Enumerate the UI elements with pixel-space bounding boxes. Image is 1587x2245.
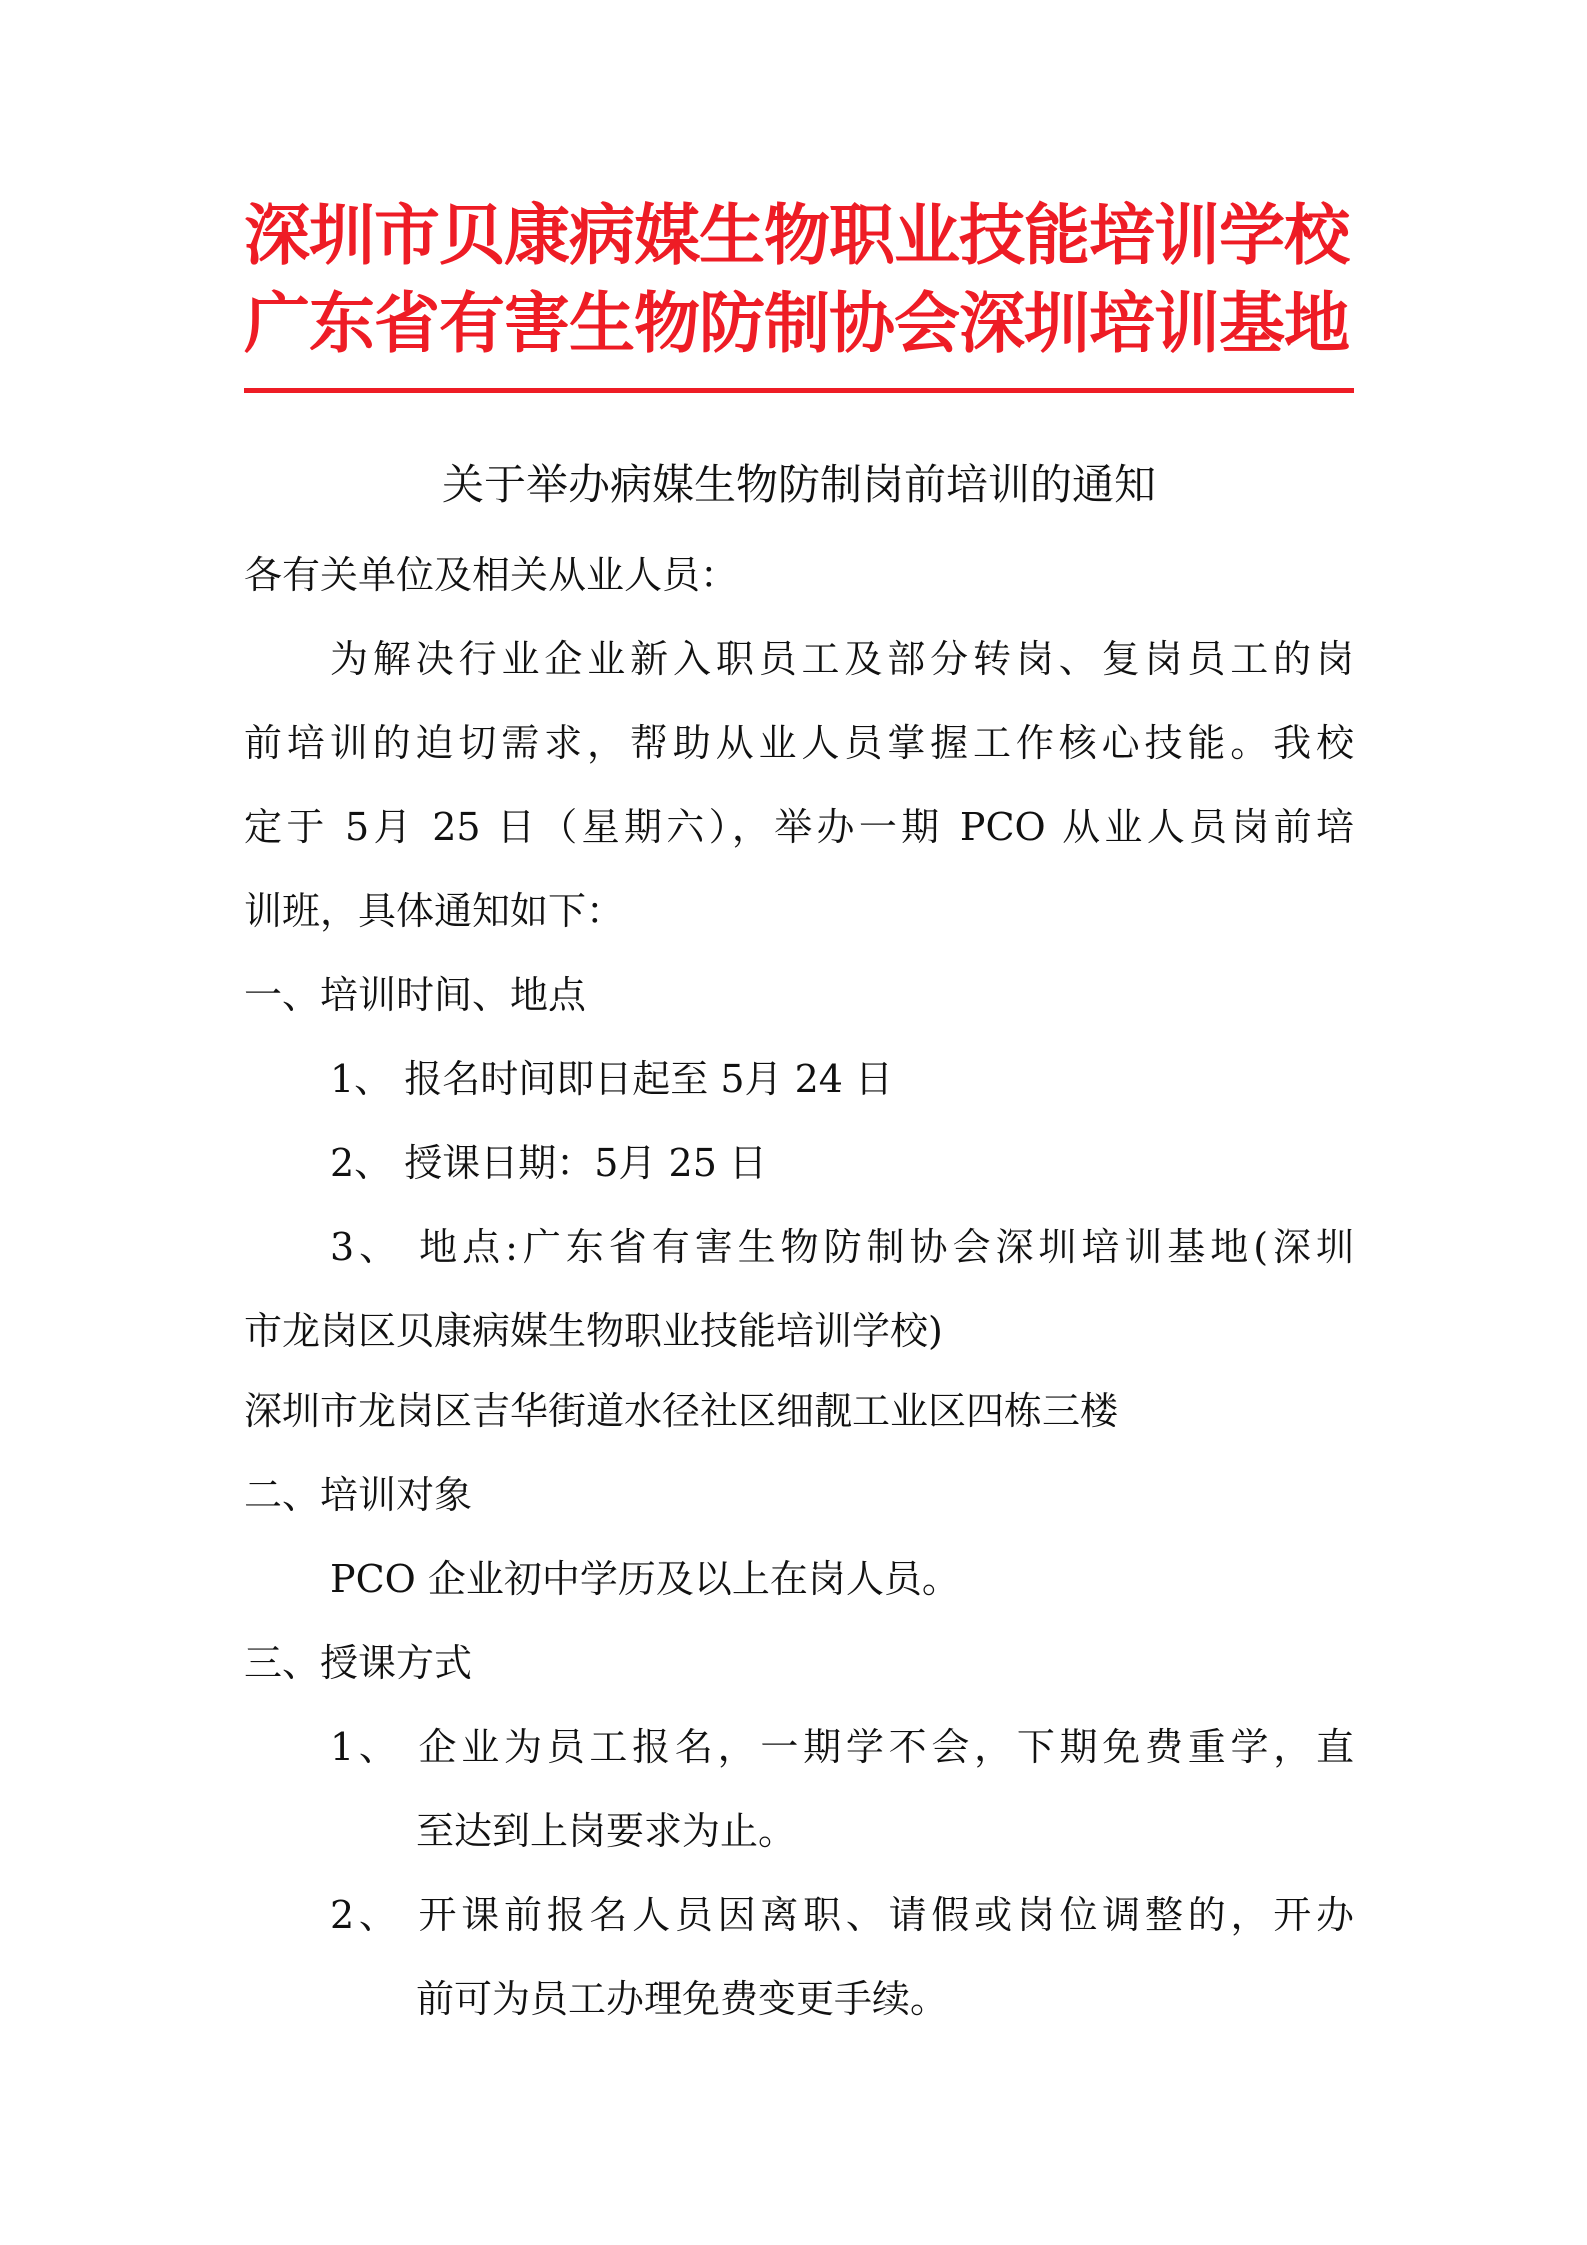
section3-item2-line2: 前可为员工办理免费变更手续。 xyxy=(416,1977,949,2021)
intro-line-3: 定于 5月 25 日（星期六），举办一期 PCO 从业人员岗前培 xyxy=(244,805,1354,849)
intro-line-1: 为解决行业企业新入职员工及部分转岗、复岗员工的岗 xyxy=(330,637,1354,681)
section1-item2: 2、 授课日期：5月 25 日 xyxy=(330,1141,767,1185)
section3-item1-line1: 1、 企业为员工报名，一期学不会，下期免费重学，直 xyxy=(330,1725,1354,1769)
section1-heading: 一、培训时间、地点 xyxy=(244,973,587,1017)
section1-item3-line2: 市龙岗区贝康病媒生物职业技能培训学校) xyxy=(244,1309,943,1353)
section3-item2-line1: 2、 开课前报名人员因离职、请假或岗位调整的，开办 xyxy=(330,1893,1354,1937)
section3-item1-line2: 至达到上岗要求为止。 xyxy=(416,1809,797,1853)
notice-title: 关于举办病媒生物防制岗前培训的通知 xyxy=(441,460,1156,509)
section1-address: 深圳市龙岗区吉华街道水径社区细靓工业区四栋三楼 xyxy=(244,1389,1119,1433)
org-title-line1: 深圳市贝康病媒生物职业技能培训学校 xyxy=(244,197,1349,274)
header-divider xyxy=(244,388,1354,393)
org-title-line2: 广东省有害生物防制协会深圳培训基地 xyxy=(244,285,1349,362)
section2-content: PCO 企业初中学历及以上在岗人员。 xyxy=(330,1557,960,1601)
section2-heading: 二、培训对象 xyxy=(244,1473,473,1517)
intro-line-2: 前培训的迫切需求，帮助从业人员掌握工作核心技能。我校 xyxy=(244,721,1354,765)
salutation: 各有关单位及相关从业人员： xyxy=(244,553,739,597)
section3-heading: 三、授课方式 xyxy=(244,1641,473,1685)
section1-item1: 1、 报名时间即日起至 5月 24 日 xyxy=(330,1057,894,1101)
intro-line-4: 训班，具体通知如下： xyxy=(244,889,625,933)
section1-item3-line1: 3、 地点:广东省有害生物防制协会深圳培训基地(深圳 xyxy=(330,1225,1354,1269)
